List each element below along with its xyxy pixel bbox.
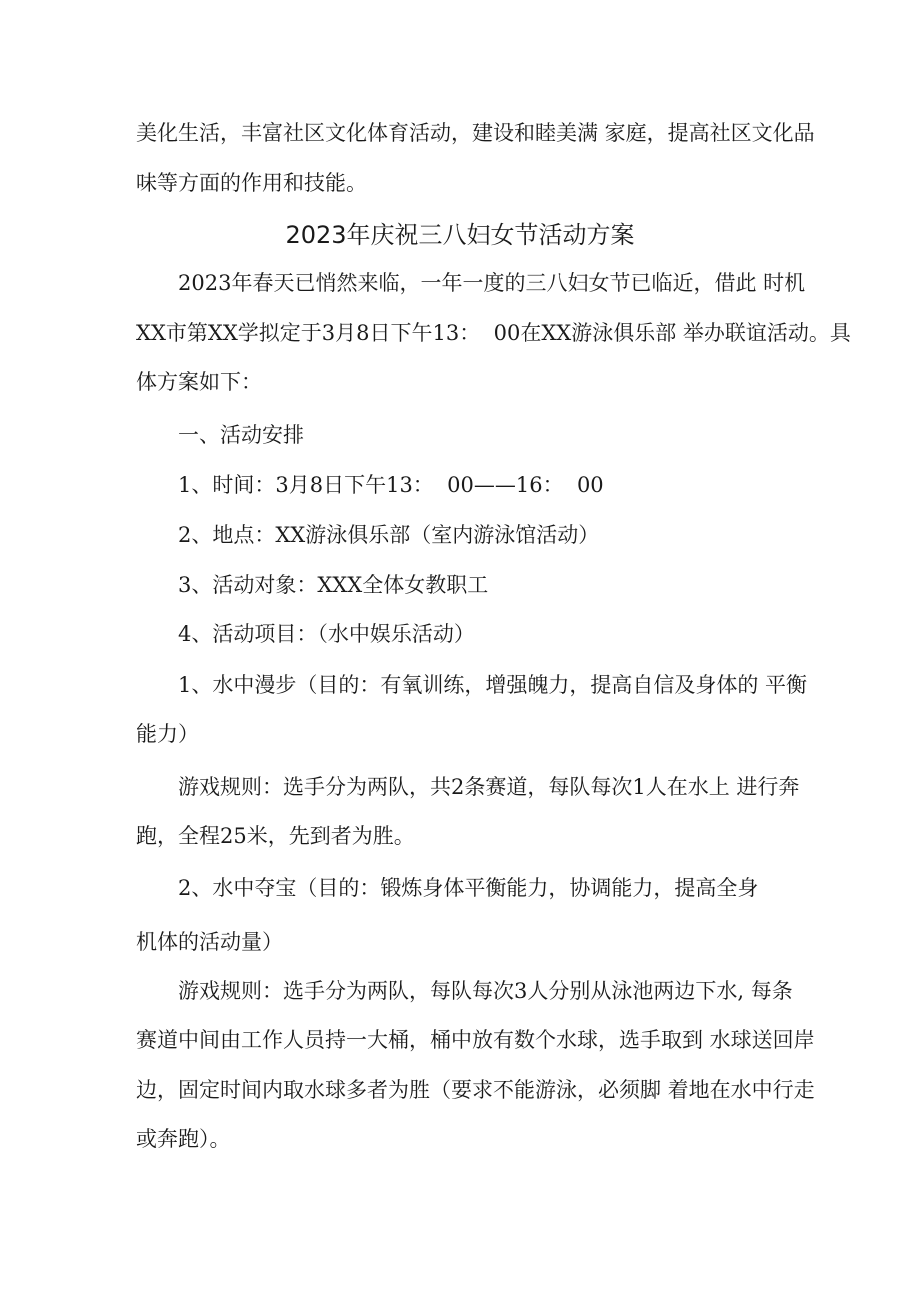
intro-line-1: 2023年春天已悄然来临，一年一度的三八妇女节已临近，借此 时机 <box>178 271 806 295</box>
rules-2-line-3: 边，固定时间内取水球多者为胜（要求不能游泳，必须脚 着地在水中行走 <box>136 1078 815 1102</box>
activity-2-line-2: 机体的活动量） <box>136 930 283 954</box>
intro-line-3: 体方案如下： <box>136 370 262 394</box>
section-heading: 一、活动安排 <box>178 423 304 447</box>
activity-1-line-2: 能力） <box>136 722 199 746</box>
rules-1-line-2: 跑，全程25米，先到者为胜。 <box>136 824 415 848</box>
intro-line-2: XX市第XX学拟定于3月8日下午13： 00在XX游泳俱乐部 举办联谊活动。具 <box>136 321 851 345</box>
item-projects: 4、活动项目：（水中娱乐活动） <box>178 622 475 646</box>
rules-2-line-4: 或奔跑）。 <box>136 1127 231 1151</box>
activity-2-line-1: 2、水中夺宝（目的：锻炼身体平衡能力，协调能力，提高全身 <box>178 876 759 900</box>
rules-2-line-1: 游戏规则：选手分为两队，每队每次3人分别从泳池两边下水, 每条 <box>178 979 793 1003</box>
body-line-2: 味等方面的作用和技能。 <box>136 171 367 195</box>
document-title: 2023年庆祝三八妇女节活动方案 <box>285 221 635 249</box>
item-audience: 3、活动对象：XXX全体女教职工 <box>178 573 489 597</box>
item-time: 1、时间：3月8日下午13： 00——16： 00 <box>178 473 604 497</box>
rules-1-line-1: 游戏规则：选手分为两队，共2条赛道，每队每次1人在水上 进行奔 <box>178 775 800 799</box>
rules-2-line-2: 赛道中间由工作人员持一大桶，桶中放有数个水球，选手取到 水球送回岸 <box>136 1028 815 1052</box>
activity-1-line-1: 1、水中漫步（目的：有氧训练，增强魄力，提高自信及身体的 平衡 <box>178 673 808 697</box>
body-line-1: 美化生活，丰富社区文化体育活动，建设和睦美满 家庭，提高社区文化品 <box>136 121 815 145</box>
item-location: 2、地点：XX游泳俱乐部（室内游泳馆活动） <box>178 523 600 547</box>
